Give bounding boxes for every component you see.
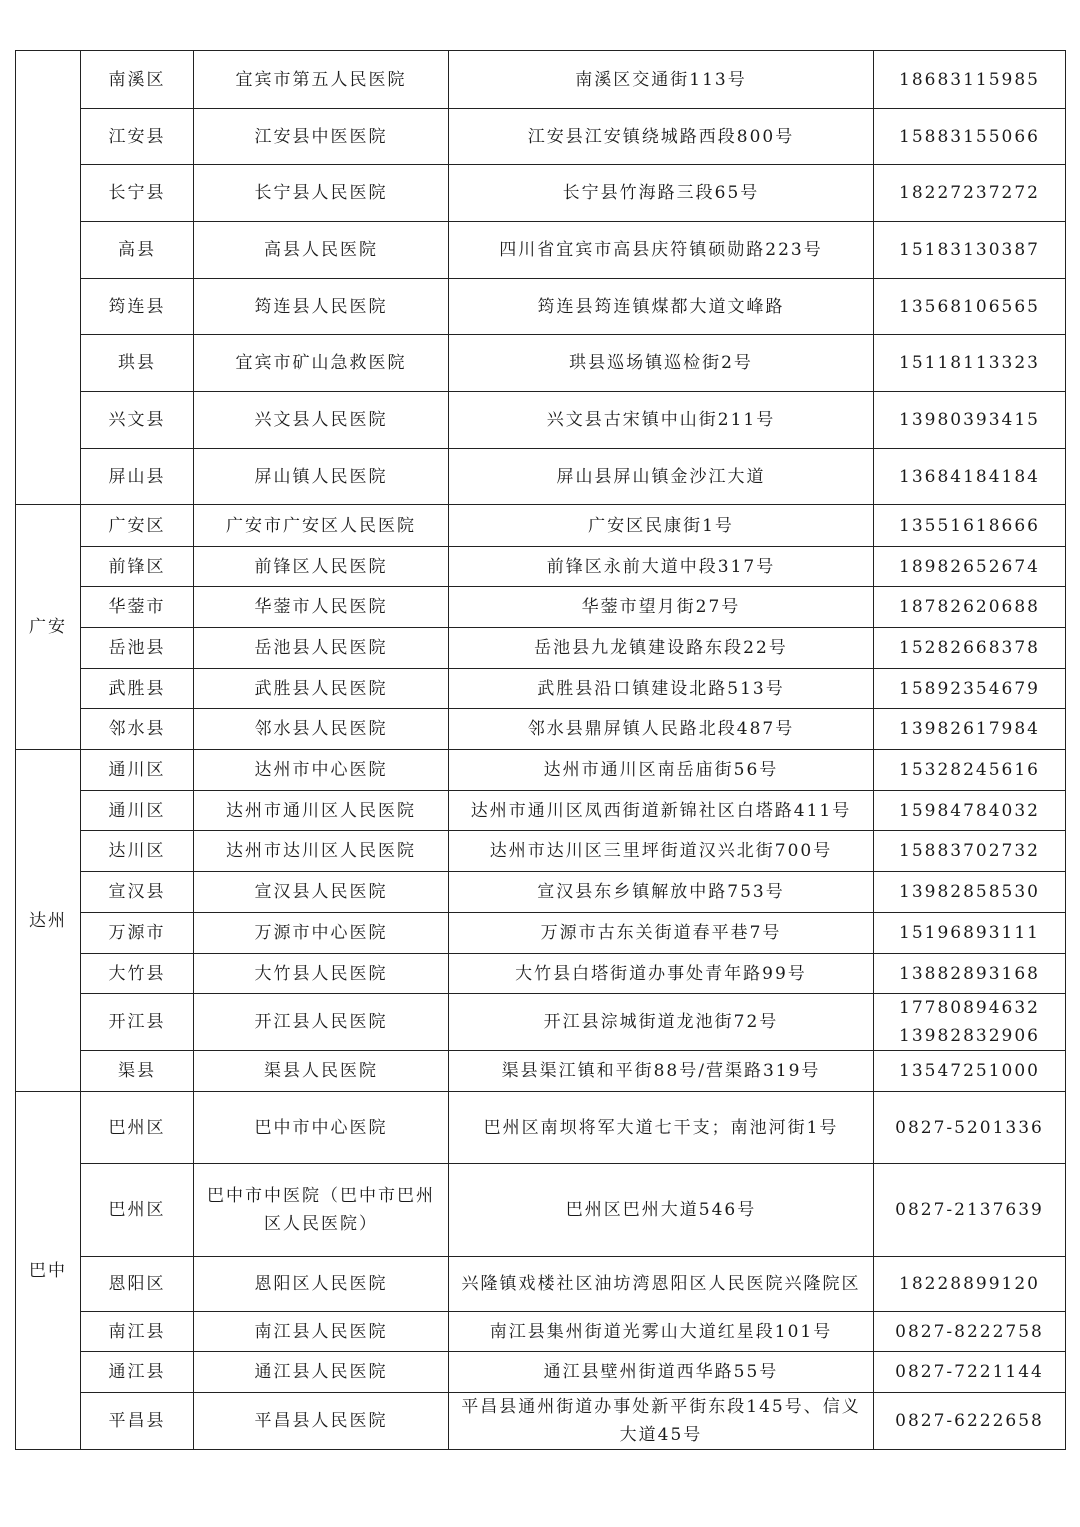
phone-cell xyxy=(874,1051,1066,1092)
phone-number: 13982617984 xyxy=(899,719,1040,739)
phone-cell xyxy=(874,449,1066,505)
region-cell xyxy=(16,51,81,505)
district-cell: 珙县 xyxy=(81,335,194,392)
address-cell: 开江县淙城街道龙池街72号 xyxy=(449,994,874,1051)
district-cell: 华蓥市 xyxy=(81,587,194,628)
hospital-cell: 巴中市中医院（巴中市巴州区人民医院） xyxy=(194,1164,449,1257)
phone-cell xyxy=(874,1257,1066,1312)
hospital-cell: 达州市通川区人民医院 xyxy=(194,791,449,831)
district-cell: 兴文县 xyxy=(81,392,194,449)
address-cell: 前锋区永前大道中段317号 xyxy=(449,547,874,587)
phone-number: 13980393415 xyxy=(899,410,1040,430)
phone-number: 15282668378 xyxy=(899,638,1040,658)
address-cell: 四川省宜宾市高县庆符镇硕勋路223号 xyxy=(449,222,874,279)
address-cell: 广安区民康街1号 xyxy=(449,505,874,547)
address-cell: 岳池县九龙镇建设路东段22号 xyxy=(449,628,874,669)
table-row xyxy=(16,709,1066,750)
district-cell: 渠县 xyxy=(81,1051,194,1092)
address-cell: 武胜县沿口镇建设北路513号 xyxy=(449,669,874,709)
phone-number: 0827-8222758 xyxy=(895,1321,1044,1342)
region-cell: 广安 xyxy=(16,505,81,750)
district-cell: 筠连县 xyxy=(81,279,194,335)
district-cell: 巴州区 xyxy=(81,1164,194,1257)
table-row xyxy=(16,1352,1066,1393)
hospital-cell: 华蓥市人民医院 xyxy=(194,587,449,628)
table-row xyxy=(16,109,1066,165)
table-row xyxy=(16,1092,1066,1164)
phone-number: 15196893111 xyxy=(899,923,1040,943)
hospital-cell: 筠连县人民医院 xyxy=(194,279,449,335)
table-row xyxy=(16,791,1066,831)
table-row xyxy=(16,669,1066,709)
hospital-cell: 广安市广安区人民医院 xyxy=(194,505,449,547)
hospital-cell: 武胜县人民医院 xyxy=(194,669,449,709)
hospital-cell: 平昌县人民医院 xyxy=(194,1393,449,1450)
address-cell: 华蓥市望月街27号 xyxy=(449,587,874,628)
hospital-cell: 邻水县人民医院 xyxy=(194,709,449,750)
hospital-cell: 前锋区人民医院 xyxy=(194,547,449,587)
phone-number: 0827-6222658 xyxy=(895,1411,1044,1431)
address-cell: 巴州区南坝将军大道七干支；南池河街1号 xyxy=(449,1092,874,1164)
table-row xyxy=(16,750,1066,791)
hospital-cell: 通江县人民医院 xyxy=(194,1352,449,1393)
phone-number: 17780894632 xyxy=(899,998,1040,1018)
district-cell: 南江县 xyxy=(81,1312,194,1352)
phone-cell xyxy=(874,1312,1066,1352)
address-cell: 兴文县古宋镇中山街211号 xyxy=(449,392,874,449)
table-row xyxy=(16,547,1066,587)
district-cell: 南溪区 xyxy=(81,51,194,109)
phone-number: 15883702732 xyxy=(899,841,1040,861)
hospital-cell: 渠县人民医院 xyxy=(194,1051,449,1092)
table-row xyxy=(16,872,1066,913)
district-cell: 通川区 xyxy=(81,791,194,831)
region-cell: 达州 xyxy=(16,750,81,1092)
address-cell: 万源市古东关街道春平巷7号 xyxy=(449,913,874,954)
table-row xyxy=(16,51,1066,109)
phone-cell xyxy=(874,165,1066,222)
table-row xyxy=(16,1393,1066,1450)
district-cell: 广安区 xyxy=(81,505,194,547)
table-row xyxy=(16,1164,1066,1257)
phone-number: 13547251000 xyxy=(899,1061,1040,1081)
hospital-cell: 宜宾市第五人民医院 xyxy=(194,51,449,109)
table-row xyxy=(16,449,1066,505)
phone-number: 13982858530 xyxy=(899,882,1040,902)
hospital-cell: 长宁县人民医院 xyxy=(194,165,449,222)
table-row xyxy=(16,628,1066,669)
hospital-cell: 屏山镇人民医院 xyxy=(194,449,449,505)
phone-cell xyxy=(874,709,1066,750)
phone-cell xyxy=(874,109,1066,165)
district-cell: 开江县 xyxy=(81,994,194,1051)
phone-cell xyxy=(874,750,1066,791)
phone-cell xyxy=(874,628,1066,669)
phone-number: 13551618666 xyxy=(899,515,1040,536)
phone-cell xyxy=(874,222,1066,279)
hospital-cell: 江安县中医医院 xyxy=(194,109,449,165)
table-row xyxy=(16,392,1066,449)
district-cell: 达川区 xyxy=(81,831,194,872)
district-cell: 邻水县 xyxy=(81,709,194,750)
district-cell: 屏山县 xyxy=(81,449,194,505)
address-cell: 达州市通川区凤西街道新锦社区白塔路411号 xyxy=(449,791,874,831)
phone-cell xyxy=(874,913,1066,954)
phone-cell xyxy=(874,994,1066,1051)
district-cell: 高县 xyxy=(81,222,194,279)
district-cell: 平昌县 xyxy=(81,1393,194,1450)
address-cell: 通江县壁州街道西华路55号 xyxy=(449,1352,874,1393)
address-cell: 长宁县竹海路三段65号 xyxy=(449,165,874,222)
address-cell: 渠县渠江镇和平街88号/营渠路319号 xyxy=(449,1051,874,1092)
phone-cell xyxy=(874,1393,1066,1450)
address-cell: 达州市通川区南岳庙街56号 xyxy=(449,750,874,791)
table-row xyxy=(16,1257,1066,1312)
hospital-cell: 兴文县人民医院 xyxy=(194,392,449,449)
address-cell: 邻水县鼎屏镇人民路北段487号 xyxy=(449,709,874,750)
phone-number: 0827-5201336 xyxy=(895,1117,1044,1138)
phone-cell xyxy=(874,1164,1066,1257)
phone-number: 15328245616 xyxy=(899,760,1040,780)
district-cell: 宣汉县 xyxy=(81,872,194,913)
phone-cell xyxy=(874,279,1066,335)
address-cell: 南溪区交通街113号 xyxy=(449,51,874,109)
hospital-cell: 达州市中心医院 xyxy=(194,750,449,791)
hospital-table-body xyxy=(16,51,1066,1450)
table-row xyxy=(16,165,1066,222)
phone-number: 15183130387 xyxy=(899,240,1040,260)
address-cell: 大竹县白塔街道办事处青年路99号 xyxy=(449,954,874,994)
hospital-cell: 高县人民医院 xyxy=(194,222,449,279)
region-cell: 巴中 xyxy=(16,1092,81,1450)
table-row xyxy=(16,222,1066,279)
district-cell: 武胜县 xyxy=(81,669,194,709)
phone-cell xyxy=(874,1092,1066,1164)
phone-number: 15883155066 xyxy=(899,126,1040,147)
table-row xyxy=(16,1051,1066,1092)
phone-cell xyxy=(874,954,1066,994)
phone-cell xyxy=(874,335,1066,392)
hospital-cell: 岳池县人民医院 xyxy=(194,628,449,669)
phone-cell xyxy=(874,392,1066,449)
phone-number: 15984784032 xyxy=(899,800,1040,821)
table-row xyxy=(16,505,1066,547)
phone-cell xyxy=(874,831,1066,872)
address-cell: 珙县巡场镇巡检街2号 xyxy=(449,335,874,392)
hospital-table xyxy=(15,50,1066,1450)
hospital-cell: 南江县人民医院 xyxy=(194,1312,449,1352)
phone-number: 18228899120 xyxy=(899,1274,1040,1294)
phone-number: 15118113323 xyxy=(899,353,1040,373)
hospital-cell: 开江县人民医院 xyxy=(194,994,449,1051)
address-cell: 达州市达川区三里坪街道汉兴北街700号 xyxy=(449,831,874,872)
phone-number: 0827-2137639 xyxy=(895,1200,1044,1220)
table-row xyxy=(16,913,1066,954)
phone-number: 0827-7221144 xyxy=(895,1362,1044,1382)
phone-number: 18227237272 xyxy=(899,183,1040,203)
address-cell: 江安县江安镇绕城路西段800号 xyxy=(449,109,874,165)
address-cell: 宣汉县东乡镇解放中路753号 xyxy=(449,872,874,913)
district-cell: 前锋区 xyxy=(81,547,194,587)
table-row xyxy=(16,587,1066,628)
phone-cell xyxy=(874,872,1066,913)
address-cell: 筠连县筠连镇煤都大道文峰路 xyxy=(449,279,874,335)
hospital-cell: 宜宾市矿山急救医院 xyxy=(194,335,449,392)
phone-cell xyxy=(874,51,1066,109)
hospital-cell: 恩阳区人民医院 xyxy=(194,1257,449,1312)
district-cell: 通川区 xyxy=(81,750,194,791)
table-row xyxy=(16,1312,1066,1352)
district-cell: 巴州区 xyxy=(81,1092,194,1164)
phone-cell xyxy=(874,505,1066,547)
phone-number: 13982832906 xyxy=(899,1026,1040,1046)
district-cell: 恩阳区 xyxy=(81,1257,194,1312)
table-row xyxy=(16,279,1066,335)
address-cell: 屏山县屏山镇金沙江大道 xyxy=(449,449,874,505)
hospital-cell: 宣汉县人民医院 xyxy=(194,872,449,913)
address-cell: 兴隆镇戏楼社区油坊湾恩阳区人民医院兴隆院区 xyxy=(449,1257,874,1312)
table-row xyxy=(16,954,1066,994)
district-cell: 万源市 xyxy=(81,913,194,954)
table-row xyxy=(16,831,1066,872)
table-row xyxy=(16,994,1066,1051)
phone-number: 13882893168 xyxy=(899,963,1040,984)
table-row xyxy=(16,335,1066,392)
phone-cell xyxy=(874,547,1066,587)
phone-number: 18782620688 xyxy=(899,597,1040,617)
hospital-cell: 达州市达川区人民医院 xyxy=(194,831,449,872)
district-cell: 通江县 xyxy=(81,1352,194,1393)
district-cell: 大竹县 xyxy=(81,954,194,994)
phone-cell xyxy=(874,669,1066,709)
hospital-cell: 大竹县人民医院 xyxy=(194,954,449,994)
phone-number: 18982652674 xyxy=(899,556,1040,577)
hospital-cell: 万源市中心医院 xyxy=(194,913,449,954)
phone-cell xyxy=(874,587,1066,628)
phone-number: 13568106565 xyxy=(899,296,1040,317)
phone-number: 18683115985 xyxy=(899,69,1040,90)
district-cell: 江安县 xyxy=(81,109,194,165)
phone-number: 13684184184 xyxy=(899,466,1040,487)
district-cell: 岳池县 xyxy=(81,628,194,669)
phone-number: 15892354679 xyxy=(899,678,1040,699)
address-cell: 平昌县通州街道办事处新平街东段145号、信义大道45号 xyxy=(449,1393,874,1450)
district-cell: 长宁县 xyxy=(81,165,194,222)
address-cell: 南江县集州街道光雾山大道红星段101号 xyxy=(449,1312,874,1352)
phone-cell xyxy=(874,1352,1066,1393)
hospital-cell: 巴中市中心医院 xyxy=(194,1092,449,1164)
address-cell: 巴州区巴州大道546号 xyxy=(449,1164,874,1257)
phone-cell xyxy=(874,791,1066,831)
